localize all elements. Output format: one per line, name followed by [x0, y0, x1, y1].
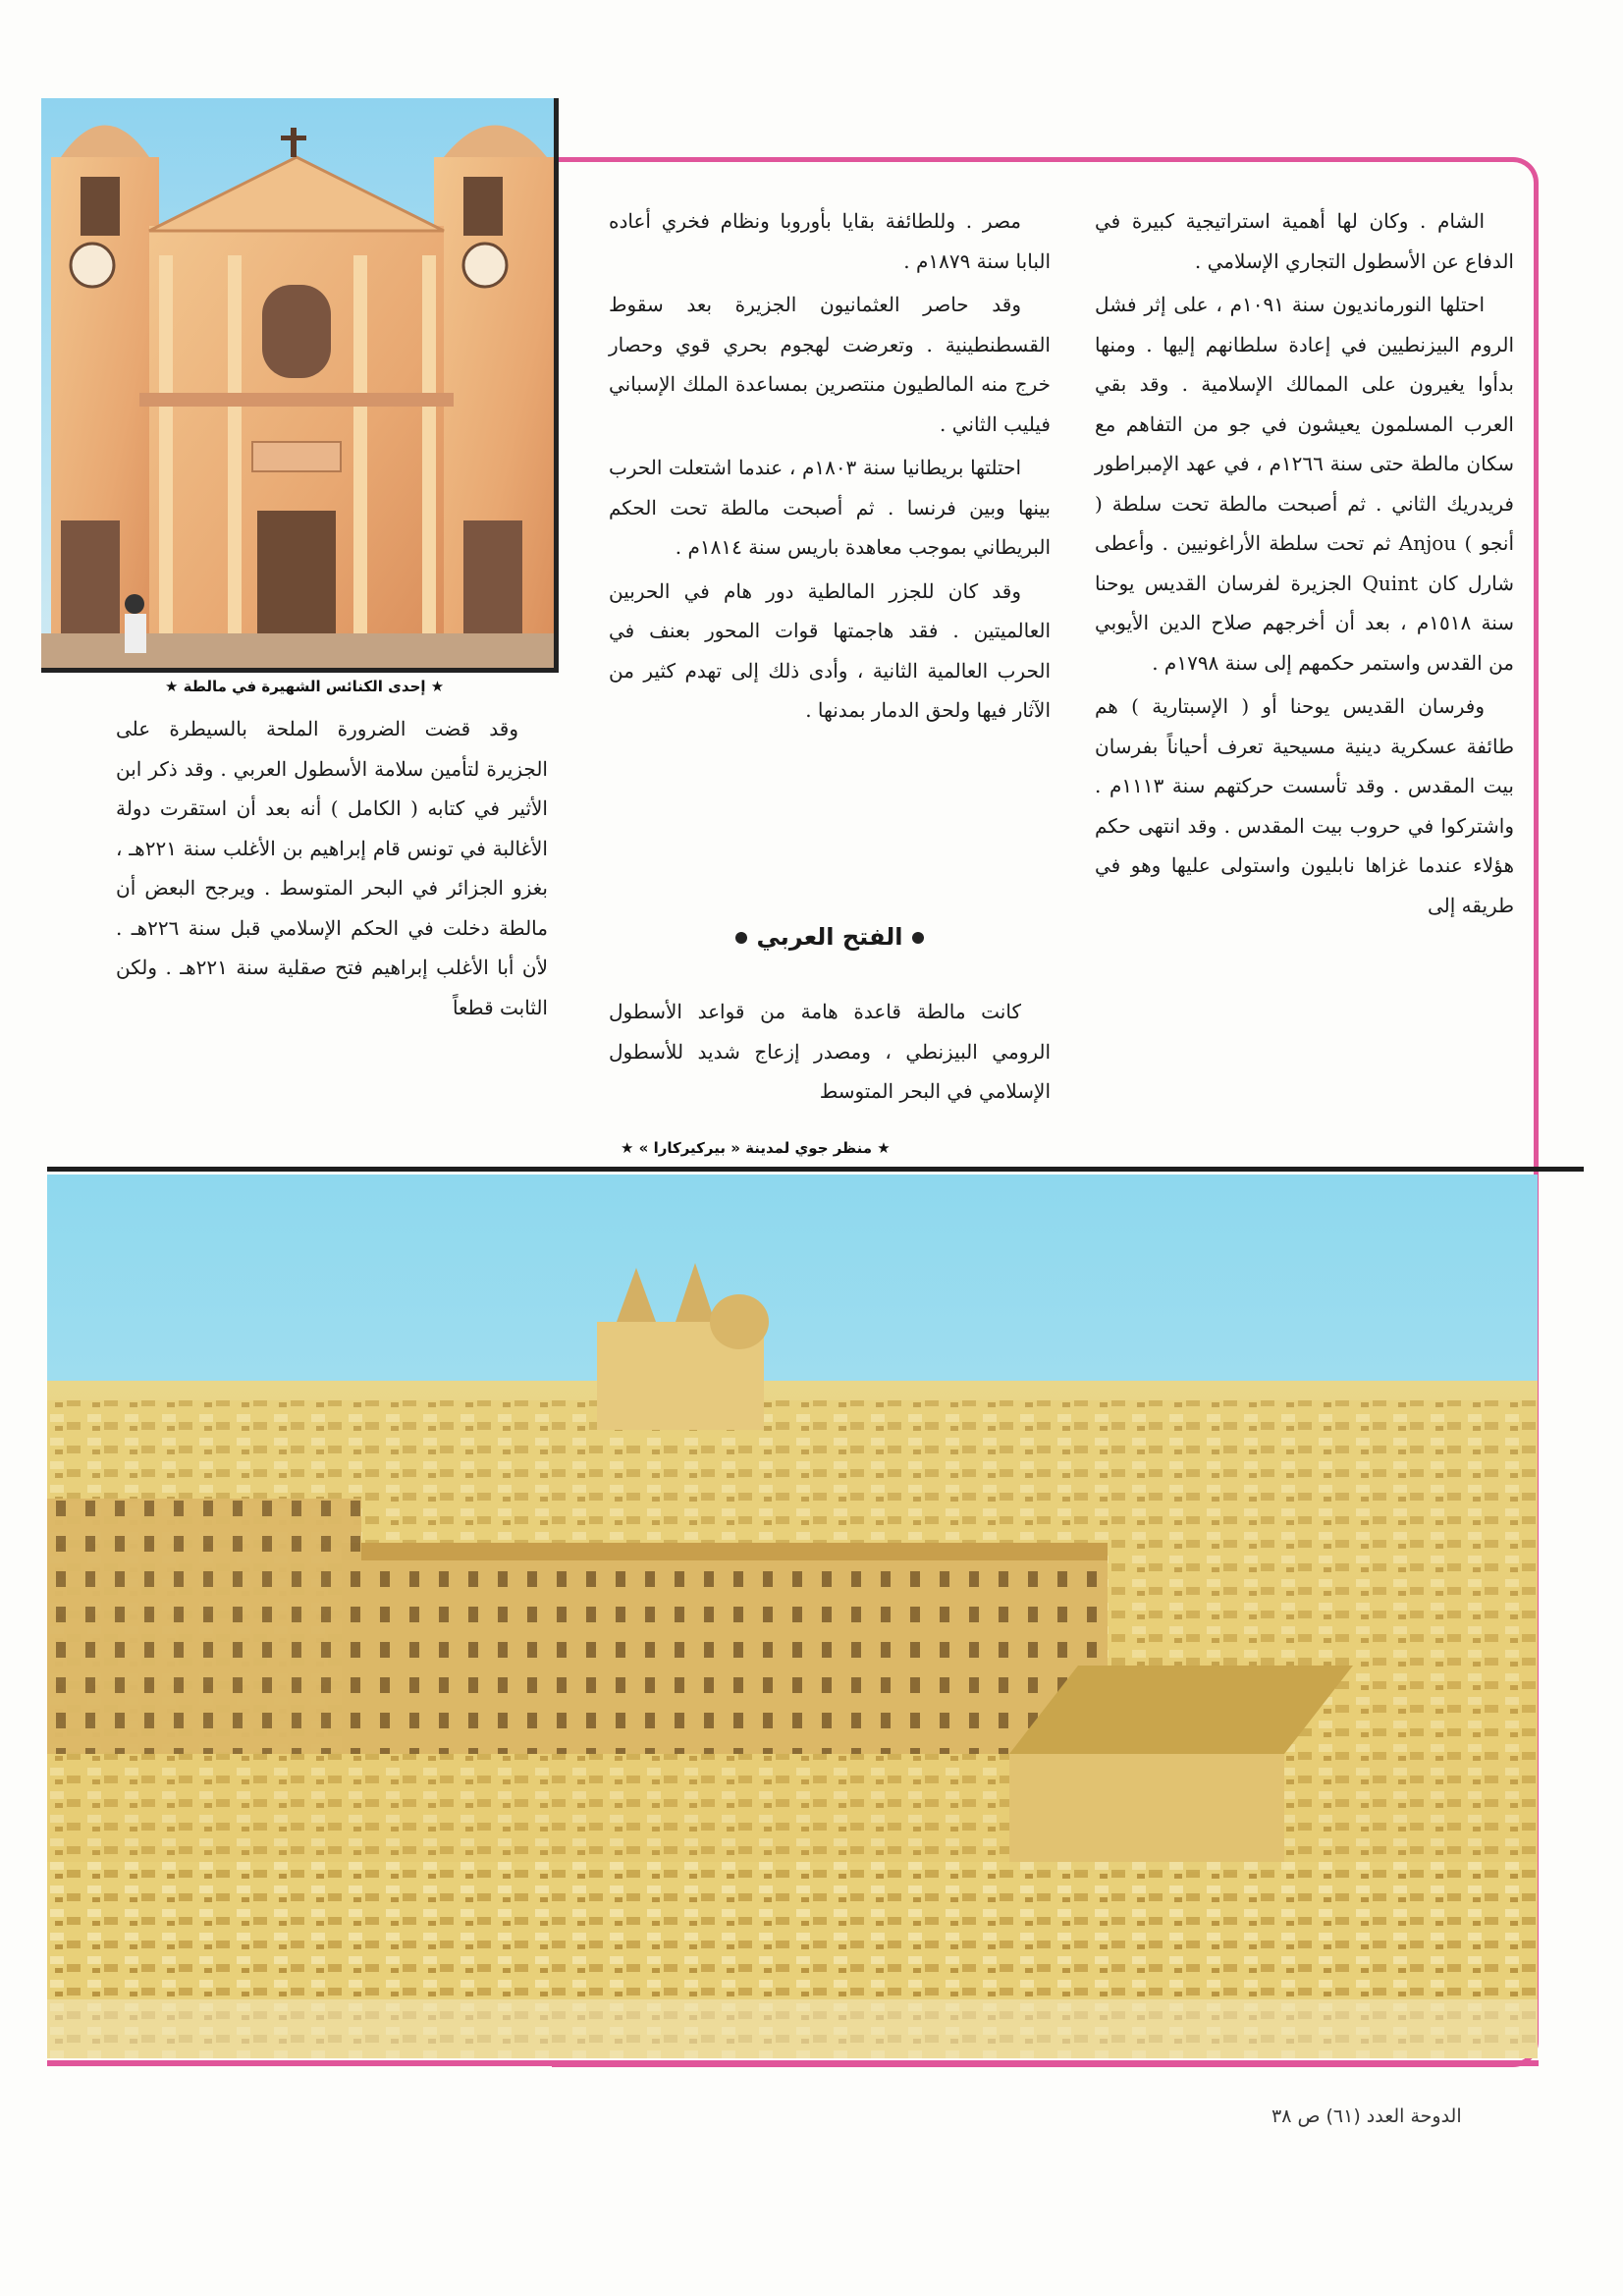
paragraph: وقد كان للجزر المالطية دور هام في الحربين العالميتين . فقد هاجمتها قوات المحور بعنف في الحرب العالمية الثانية ، وأدى ذلك إلى تهدم كثير من الآثار فيها ولحق الدمار بمدنها .: [609, 578, 1051, 722]
bullet-icon: [735, 932, 747, 944]
aerial-town-photo: [47, 1175, 1538, 2058]
paragraph: مصر . وللطائفة بقايا بأوروبا ونظام فخري أعاده البابا سنة ١٨٧٩م .: [609, 209, 1051, 273]
paragraph: احتلها النورمانديون سنة ١٠٩١م ، على إثر فشل الروم البيزنطيين في إعادة سلطانهم إليها . ومنها بدأوا يغيرون على الممالك الإسلامية . وقد بقي العرب المسلمون يعيشون في جو من التفاهم مع سكان مالطة حتى سنة ١٢٦٦م ، في عهد الإمبراطور فريدريك الثاني . ثم أصبحت مالطة تحت سلطة ( أنجو ) Anjou ثم تحت سلطة الأراغونيين . وأعطى شارل كان Quint الجزيرة لفرسان القديس يوحنا سنة ١٥١٨م ، بعد أن أخرجهم صلاح الدين الأيوبي من القدس واستمر حكمهم إلى سنة ١٧٩٨م .: [1095, 293, 1515, 675]
church-caption: ★ إحدى الكنائس الشهيرة في مالطة ★: [165, 678, 445, 695]
text-column-middle: [609, 201, 1051, 735]
paragraph: وفرسان القديس يوحنا أو ( الإسبتارية ) هم طائفة عسكرية دينية مسيحية تعرف أحياناً بفرسان بيت المقدس . وقد تأسست حركتهم سنة ١١١٣م . واشتركوا في حروب بيت المقدس . وقد انتهى حكم هؤلاء عندما غزاها نابليون واستولى عليها وهو في طريقه إلى: [1095, 694, 1514, 917]
text-column-right: [1095, 201, 1514, 929]
paragraph: وقد قضت الضرورة الملحة بالسيطرة على الجزيرة لتأمين سلامة الأسطول العربي . وقد ذكر ابن الأثير في كتابه ( الكامل ) أنه بعد أن استقرت دولة الأغالبة في تونس قام إبراهيم بن الأغلب سنة ٢٢١هـ ، بغزو الجزائر في البحر المتوسط . ويرجح البعض أن مالطة دخلت في الحكم الإسلامي قبل سنة ٢٢٦هـ . لأن أبا الأغلب إبراهيم فتح صقلية سنة ٢٢١هـ . ولكن الثابت قطعاً: [116, 717, 549, 1019]
town-caption: ★ منظر جوي لمدينة « بيركيركارا » ★: [621, 1139, 891, 1157]
text-column-left: [116, 709, 548, 1031]
church-photo: [41, 98, 559, 673]
section-heading-text: الفتح العربي: [756, 923, 903, 951]
horizontal-rule: [47, 1167, 1584, 1172]
page-footer: الدوحة العدد (٦١) ص ٣٨: [1271, 2105, 1462, 2127]
paragraph: الشام . وكان لها أهمية استراتيجية كبيرة في الدفاع عن الأسطول التجاري الإسلامي .: [1095, 209, 1514, 273]
frame-bottom-line: [47, 2060, 1539, 2066]
section-heading: [609, 923, 1051, 951]
paragraph: كانت مالطة قاعدة هامة من قواعد الأسطول الرومي البيزنطي ، ومصدر إزعاج شديد للأسطول الإسلامي في البحر المتوسط: [609, 1000, 1051, 1103]
bullet-icon: [912, 932, 924, 944]
paragraph: احتلتها بريطانيا سنة ١٨٠٣م ، عندما اشتعلت الحرب بينها وبين فرنسا . ثم أصبحت مالطة تحت الحكم البريطاني بموجب معاهدة باريس سنة ١٨١٤م .: [609, 456, 1051, 559]
text-column-middle-lower: [609, 992, 1051, 1116]
paragraph: وقد حاصر العثمانيون الجزيرة بعد سقوط القسطنطينية . وتعرضت لهجوم بحري قوي وحصار خرج منه المالطيون منتصرين بمساعدة الملك الإسباني فيليب الثاني .: [609, 293, 1051, 436]
